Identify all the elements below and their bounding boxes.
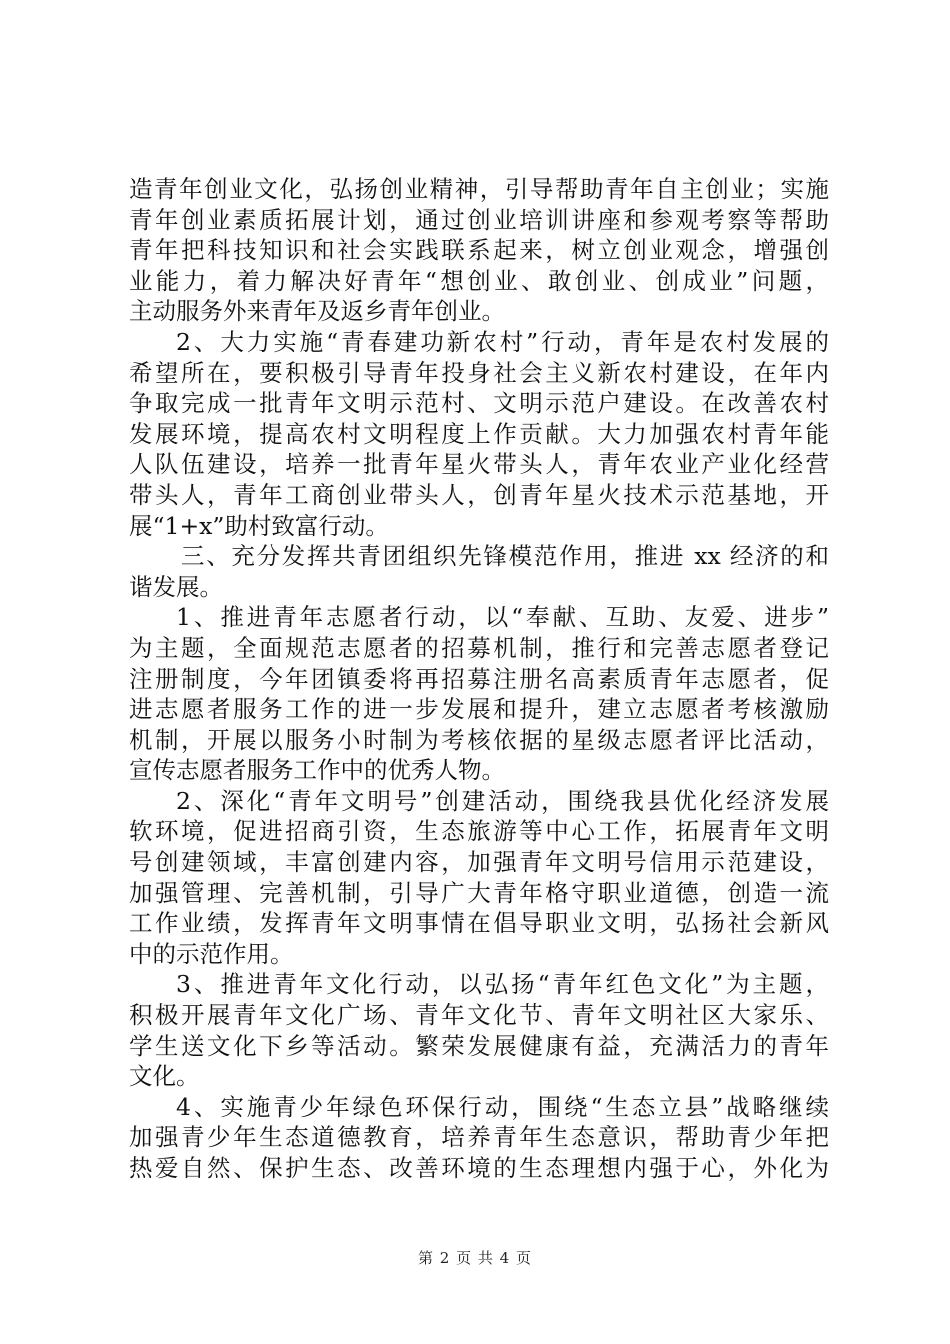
text-line: 主动服务外来青年及返乡青年创业。 xyxy=(129,297,505,326)
text-line: 积极开展青年文化广场、青年文化节、青年文明社区大家乐、 xyxy=(129,1001,829,1030)
text-line: 4、实施青少年绿色环保行动，围绕“生态立县”战略继续 xyxy=(176,1092,829,1121)
text-line: 注册制度，今年团镇委将再招募注册名高素质青年志愿者，促 xyxy=(129,664,829,693)
text-line: 3、推进青年文化行动，以弘扬“青年红色文化”为主题， xyxy=(176,970,829,999)
section-heading-line: 谐发展。 xyxy=(129,572,223,601)
text-line: 工作业绩，发挥青年文明事情在倡导职业文明，弘扬社会新风 xyxy=(129,909,829,938)
document-body xyxy=(129,174,829,1184)
text-line: 2、大力实施“青春建功新农村”行动，青年是农村发展的 xyxy=(176,327,829,356)
text-line: 展“1+x”助村致富行动。 xyxy=(129,511,389,540)
text-line: 发展环境，提高农村文明程度上作贡献。大力加强农村青年能 xyxy=(129,419,829,448)
text-line: 加强青少年生态道德教育，培养青年生态意识，帮助青少年把 xyxy=(129,1123,829,1152)
text-line: 人队伍建设，培养一批青年星火带头人，青年农业产业化经营 xyxy=(129,450,829,479)
text-line: 进志愿者服务工作的进一步发展和提升，建立志愿者考核激励 xyxy=(129,695,829,724)
text-line: 1、推进青年志愿者行动，以“奉献、互助、友爱、进步” xyxy=(176,603,829,632)
text-line: 号创建领域，丰富创建内容，加强青年文明号信用示范建设， xyxy=(129,848,829,877)
text-line: 加强管理、完善机制，引导广大青年格守职业道德，创造一流 xyxy=(129,878,829,907)
page-number-footer: 第 2 页 共 4 页 xyxy=(418,1249,532,1267)
text-line: 学生送文化下乡等活动。繁荣发展健康有益，充满活力的青年 xyxy=(129,1031,829,1060)
text-line: 带头人，青年工商创业带头人，创青年星火技术示范基地，开 xyxy=(129,480,829,509)
text-line: 青年把科技知识和社会实践联系起来，树立创业观念，增强创 xyxy=(129,236,829,265)
text-line: 2、深化“青年文明号”创建活动，围绕我县优化经济发展 xyxy=(176,786,829,815)
text-line: 争取完成一批青年文明示范村、文明示范户建设。在改善农村 xyxy=(129,389,829,418)
text-line: 软环境，促进招商引资，生态旅游等中心工作，拓展青年文明 xyxy=(129,817,829,846)
text-line: 机制，开展以服务小时制为考核依据的星级志愿者评比活动， xyxy=(129,725,829,754)
text-line: 文化。 xyxy=(129,1062,200,1091)
text-line: 宣传志愿者服务工作中的优秀人物。 xyxy=(129,756,505,785)
text-line: 造青年创业文化，弘扬创业精神，引导帮助青年自主创业；实施 xyxy=(129,175,829,203)
text-line: 热爱自然、保护生态、改善环境的生态理想内强于心，外化为 xyxy=(129,1154,829,1182)
section-heading-line: 三、充分发挥共青团组织先锋模范作用，推进 xx 经济的和 xyxy=(181,542,829,571)
text-line: 为主题，全面规范志愿者的招募机制，推行和完善志愿者登记 xyxy=(129,633,829,662)
text-line: 青年创业素质拓展计划，通过创业培训讲座和参观考察等帮助 xyxy=(129,205,829,234)
text-line: 希望所在，要积极引导青年投身社会主义新农村建设，在年内 xyxy=(129,358,829,387)
text-line: 业能力，着力解决好青年“想创业、敢创业、创成业”问题， xyxy=(129,266,829,295)
text-line: 中的示范作用。 xyxy=(129,939,294,968)
